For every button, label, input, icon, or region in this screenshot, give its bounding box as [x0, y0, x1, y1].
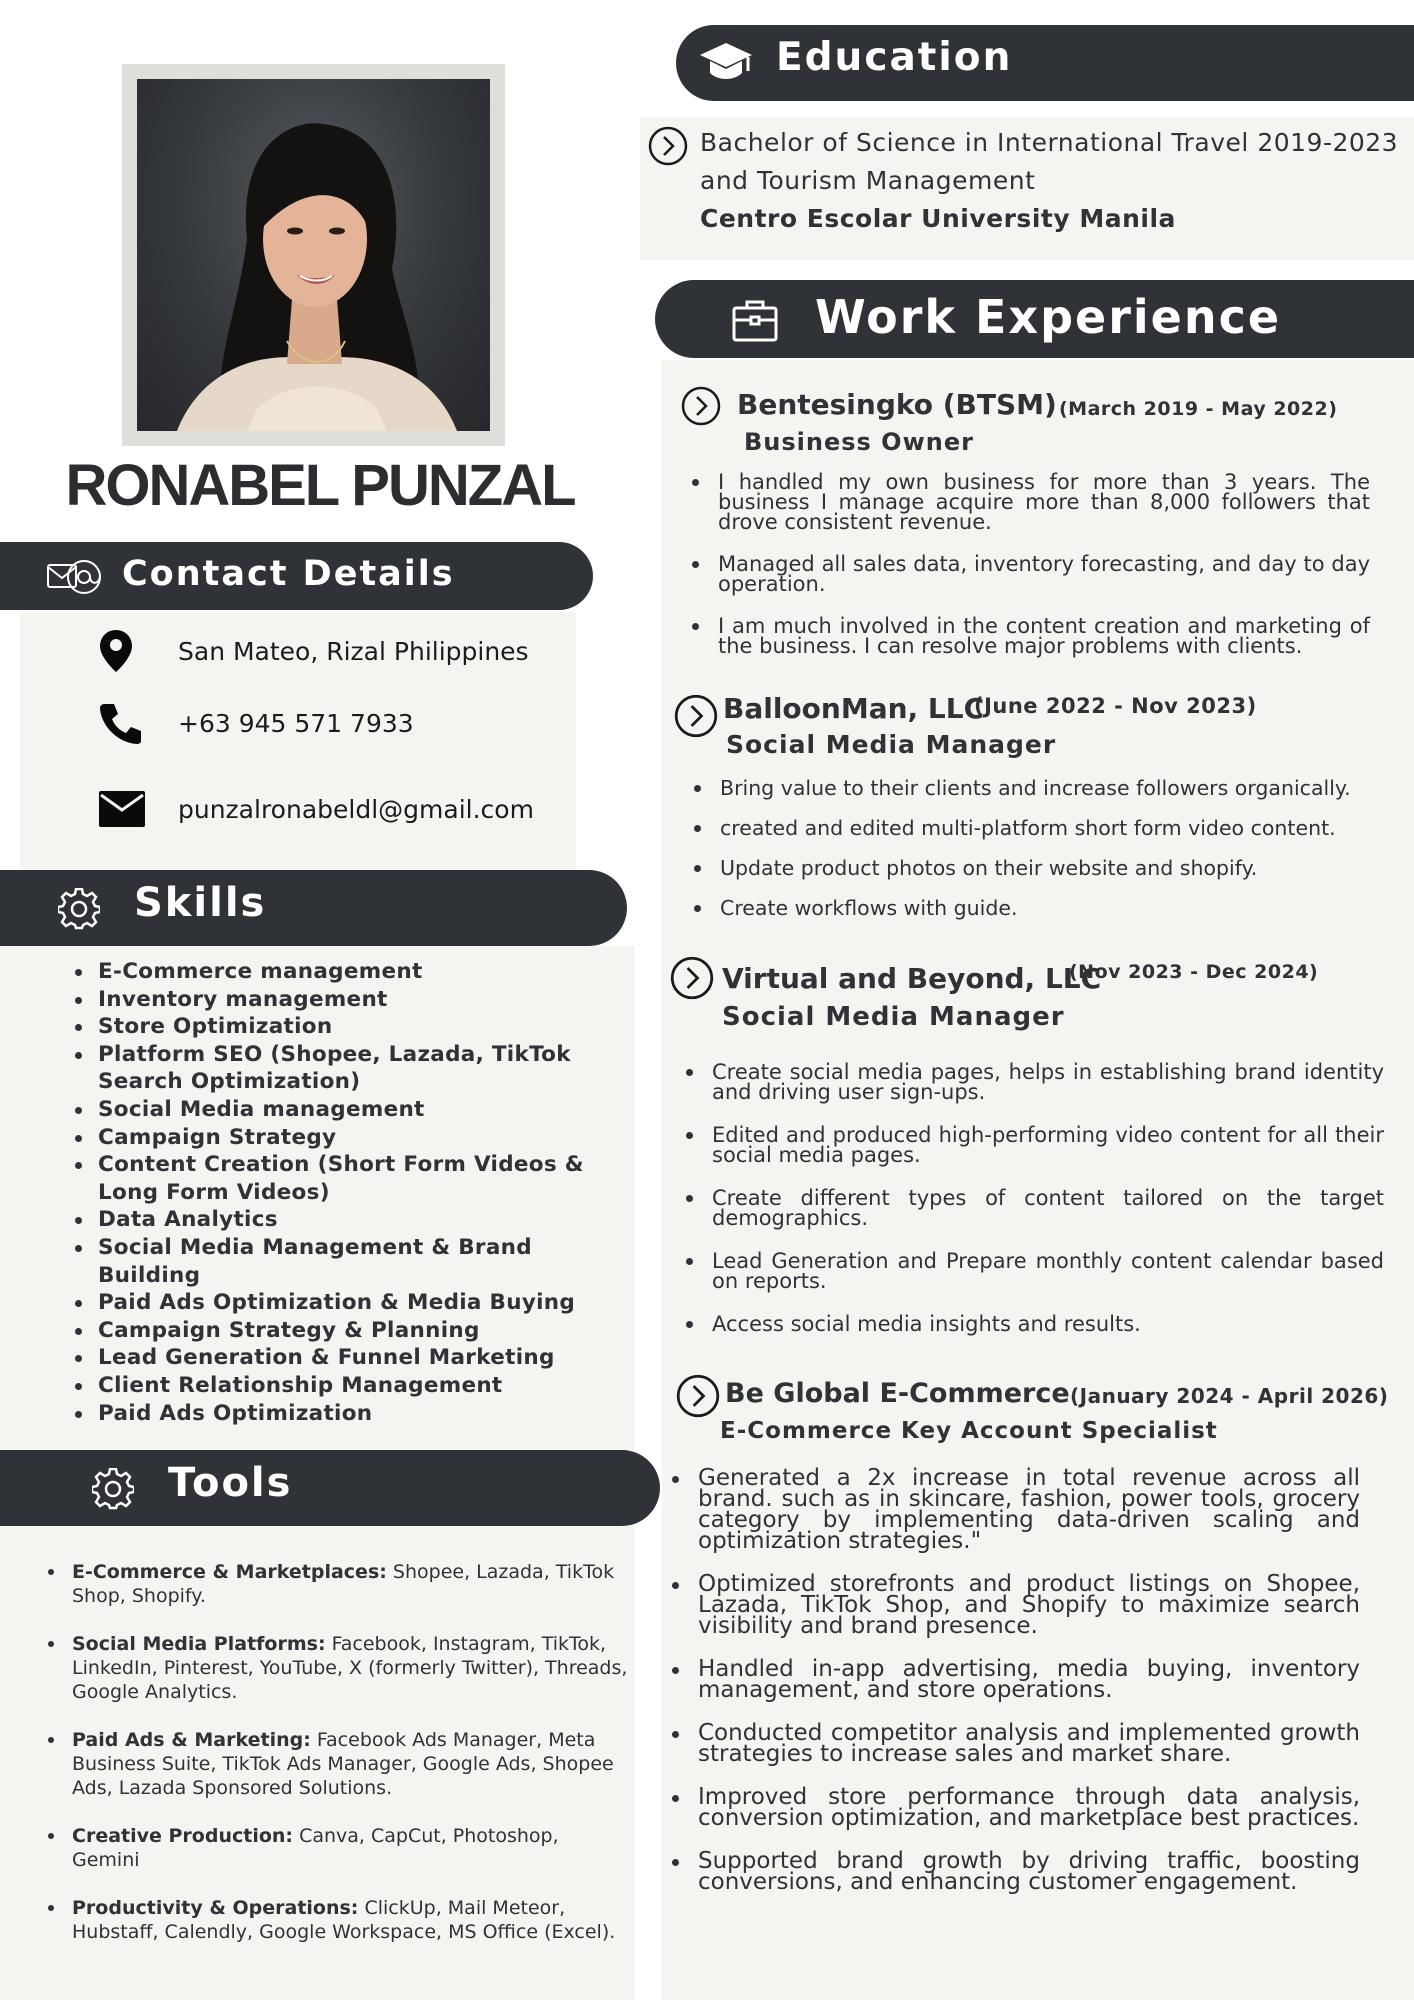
briefcase-icon	[732, 298, 778, 346]
job-bullets	[692, 776, 1382, 936]
chevron-circle-icon	[681, 386, 721, 426]
job-bullet: Handled in-app advertising, media buying, inventory management, and store operations.	[670, 1659, 1360, 1701]
job-role: Social Media Manager	[726, 730, 1057, 759]
phone-text[interactable]: +63 945 571 7933	[178, 708, 414, 738]
job-bullet: Lead Generation and Prepare monthly content calendar based on reports.	[684, 1251, 1384, 1291]
skill-item: Paid Ads Optimization	[70, 1400, 630, 1428]
tool-text: ClickUp, Mail Meteor, Hubstaff, Calendly, Google Workspace, MS Office (Excel).	[72, 1897, 616, 1943]
skill-item: Store Optimization	[70, 1013, 630, 1041]
gear-icon	[58, 888, 100, 934]
chevron-circle-icon	[670, 956, 710, 996]
job-company: Virtual and Beyond, LLC	[722, 962, 1102, 995]
chevron-circle-icon	[648, 126, 688, 166]
skill-item: Inventory management	[70, 986, 630, 1014]
tool-label: Social Media Platforms:	[72, 1633, 326, 1655]
location-pin-icon	[98, 628, 154, 674]
skills-title: Skills	[134, 880, 267, 926]
education-header	[676, 25, 1414, 101]
tool-item	[44, 1896, 628, 1944]
job-bullet: I am much involved in the content creation and marketing of the business. I can resolve major problems with clients.	[690, 616, 1370, 656]
tool-text: Canva, CapCut, Photoshop, Gemini	[72, 1825, 559, 1871]
tool-item	[44, 1824, 628, 1872]
tool-text: Facebook Ads Manager, Meta Business Suite, TikTok Ads Manager, Google Ads, Shopee Ads, Lazada Sponsored Solutions.	[72, 1729, 614, 1799]
contact-phone	[98, 698, 578, 748]
job-company: Be Global E-Commerce	[725, 1378, 1070, 1409]
school-name: Centro Escolar University Manila	[700, 204, 1176, 233]
job-bullet: Update product photos on their website and shopify.	[692, 856, 1382, 880]
contact-title: Contact Details	[122, 554, 455, 594]
job-bullets	[670, 1465, 1360, 1915]
job-bullet: Create workflows with guide.	[692, 896, 1382, 920]
job-dates: (March 2019 - May 2022)	[1059, 398, 1338, 420]
profile-photo	[137, 79, 490, 431]
tool-text: Shopee, Lazada, TikTok Shop, Shopify.	[72, 1561, 615, 1607]
job-bullet: Managed all sales data, inventory forecasting, and day to day operation.	[690, 554, 1370, 594]
phone-icon	[98, 700, 154, 746]
job-role: E-Commerce Key Account Specialist	[720, 1418, 1218, 1444]
tool-item	[44, 1728, 628, 1800]
skill-item: Campaign Strategy & Planning	[70, 1317, 630, 1345]
job-bullet: Access social media insights and results.	[684, 1314, 1384, 1334]
tool-item	[44, 1560, 628, 1608]
skill-item: Platform SEO (Shopee, Lazada, TikTok Search Optimization)	[70, 1041, 630, 1096]
contact-header	[0, 542, 593, 610]
contact-email	[98, 784, 578, 834]
job-bullet: Improved store performance through data analysis, conversion optimization, and marketplace best practices.	[670, 1787, 1360, 1829]
job-bullet: I handled my own business for more than 3 years. The business I manage acquire more than 8,000 followers that drove consistent revenue.	[690, 472, 1370, 532]
job-dates: (January 2024 - April 2026)	[1070, 1384, 1389, 1408]
skill-item: Paid Ads Optimization & Media Buying	[70, 1289, 630, 1317]
skill-item: Social Media management	[70, 1096, 630, 1124]
tool-label: Productivity & Operations:	[72, 1897, 359, 1919]
tools-title: Tools	[168, 1460, 293, 1506]
work-experience-title: Work Experience	[815, 290, 1282, 344]
degree-line-1: Bachelor of Science in International Travel 2019-2023	[700, 128, 1399, 157]
envelope-icon	[98, 790, 154, 828]
skill-item: Content Creation (Short Form Videos & Long Form Videos)	[70, 1151, 630, 1206]
skills-list	[70, 958, 630, 1427]
skill-item: E-Commerce management	[70, 958, 630, 986]
profile-photo-frame	[122, 64, 505, 446]
skill-item: Social Media Management & Brand Building	[70, 1234, 630, 1289]
job-dates: (June 2022 - Nov 2023)	[974, 694, 1257, 718]
job-bullet: Supported brand growth by driving traffic, boosting conversions, and enhancing customer engagement.	[670, 1851, 1360, 1893]
tool-item	[44, 1632, 628, 1704]
job-bullets	[684, 1062, 1384, 1357]
tool-text: Facebook, Instagram, TikTok, LinkedIn, Pinterest, YouTube, X (formerly Twitter), Threads, Google Analytics.	[72, 1633, 628, 1703]
job-bullet: Generated a 2x increase in total revenue across all brand. such as in skincare, fashion, power tools, grocery category by implementing data-driven scaling and optimization strategies."	[670, 1468, 1360, 1552]
tool-label: Creative Production:	[72, 1825, 294, 1847]
tool-label: Paid Ads & Marketing:	[72, 1729, 311, 1751]
job-bullet: Conducted competitor analysis and implemented growth strategies to increase sales and market share.	[670, 1723, 1360, 1765]
chevron-circle-icon	[676, 1374, 716, 1414]
job-bullet: Edited and produced high-performing video content for all their social media pages.	[684, 1125, 1384, 1165]
work-experience-header	[655, 280, 1414, 358]
job-bullet: Optimized storefronts and product listings on Shopee, Lazada, TikTok Shop, and Shopify to maximize search visibility and brand presence.	[670, 1574, 1360, 1637]
skill-item: Client Relationship Management	[70, 1372, 630, 1400]
job-bullet: Create different types of content tailored on the target demographics.	[684, 1188, 1384, 1228]
contact-location	[98, 626, 578, 676]
job-role: Social Media Manager	[722, 1002, 1065, 1032]
skills-header	[0, 870, 627, 946]
job-bullet: created and edited multi-platform short form video content.	[692, 816, 1382, 840]
skill-item: Data Analytics	[70, 1206, 630, 1234]
job-bullet: Bring value to their clients and increase followers organically.	[692, 776, 1382, 800]
email-text[interactable]: punzalronabeldl@gmail.com	[178, 794, 534, 824]
job-company: Bentesingko (BTSM)	[737, 388, 1057, 421]
skill-item: Lead Generation & Funnel Marketing	[70, 1344, 630, 1372]
skill-item: Campaign Strategy	[70, 1124, 630, 1152]
job-role: Business Owner	[744, 428, 974, 456]
education-title: Education	[776, 35, 1013, 80]
degree-line-2: and Tourism Management	[700, 166, 1036, 195]
location-text: San Mateo, Rizal Philippines	[178, 636, 529, 666]
chevron-circle-icon	[674, 694, 714, 734]
job-company: BalloonMan, LLC	[723, 692, 985, 725]
graduation-cap-icon	[698, 39, 754, 93]
tool-label: E-Commerce & Marketplaces:	[72, 1561, 387, 1583]
gear-icon	[92, 1468, 134, 1514]
job-dates: (Nov 2023 - Dec 2024)	[1069, 961, 1319, 983]
job-bullets	[690, 472, 1370, 678]
tools-list	[44, 1560, 628, 1968]
candidate-name: RONABEL PUNZAL	[65, 453, 575, 518]
email-at-icon	[46, 555, 104, 603]
job-bullet: Create social media pages, helps in establishing brand identity and driving user sign-ups.	[684, 1062, 1384, 1102]
tools-header	[0, 1450, 660, 1526]
